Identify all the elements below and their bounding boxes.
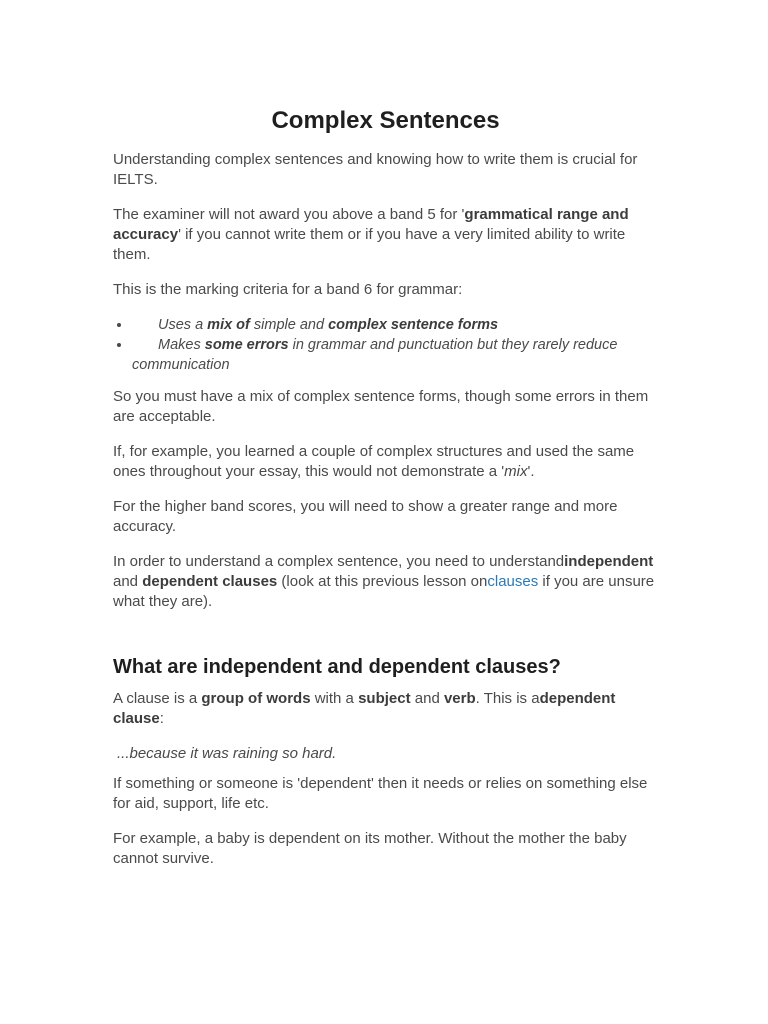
intro-paragraph — [113, 150, 658, 190]
verb-term: verb — [443, 690, 476, 707]
clauses-intro-text: if you are unsure what they are). — [113, 573, 655, 610]
grammatical-range-term: grammatical range and accuracy — [113, 206, 629, 243]
clauses-intro-text: (look at this previous lesson on — [277, 573, 488, 590]
mix-paragraph — [113, 387, 658, 427]
criteria-text: Makes — [158, 337, 205, 353]
clause-definition-text: A clause is a — [113, 690, 202, 707]
mix-term: mix — [504, 463, 528, 480]
baby-example-text: For example, a baby is dependent on its mother. Without the mother the baby cannot survive. — [113, 830, 627, 867]
criteria-emphasis: some errors — [204, 337, 289, 353]
example-structures-text-end: '. — [527, 463, 535, 480]
higher-band-text: For the higher band scores, you will need to show a greater range and more accuracy. — [113, 498, 618, 535]
clause-definition-text: with a — [310, 690, 359, 707]
clause-definition-text: . This is a — [475, 690, 540, 707]
examiner-paragraph — [113, 205, 658, 265]
criteria-item — [132, 315, 658, 335]
examiner-text-end: ' if you cannot write them or if you have a very limited ability to write them. — [113, 226, 626, 263]
criteria-text: Uses a — [158, 317, 208, 333]
criteria-text: in grammar and punctuation but they rarely reduce communication — [132, 337, 618, 373]
clauses-intro-text: In order to understand a complex sentence, you need to understand — [113, 553, 565, 570]
example-structures-paragraph — [113, 442, 658, 482]
clause-definition-text: and — [410, 690, 444, 707]
subject-term: subject — [358, 690, 411, 707]
baby-example-paragraph — [113, 829, 658, 869]
clauses-intro-text: and — [113, 573, 143, 590]
criteria-emphasis: mix of — [207, 317, 250, 333]
page-title: Complex Sentences — [271, 107, 500, 134]
criteria-intro-text: This is the marking criteria for a band 6 for grammar: — [113, 281, 463, 298]
clauses-lesson-link[interactable]: clauses — [487, 573, 539, 590]
section-heading: What are independent and dependent clauses? — [113, 656, 561, 678]
intro-text: Understanding complex sentences and knowing how to write them is crucial for IELTS. — [113, 151, 638, 188]
higher-band-paragraph — [113, 497, 658, 537]
article-body — [113, 106, 658, 884]
criteria-text: simple and — [249, 317, 329, 333]
clause-definition-text: : — [159, 710, 164, 727]
criteria-list — [113, 315, 658, 375]
criteria-item — [132, 335, 658, 375]
dependent-meaning-paragraph — [113, 774, 658, 814]
criteria-emphasis: complex sentence forms — [328, 317, 499, 333]
clause-definition-paragraph — [113, 689, 658, 729]
example-structures-text-start: If, for example, you learned a couple of complex structures and used the same ones throughout your essay, this would not demonstrate a ' — [113, 443, 635, 480]
dependent-clause-term: dependent clause — [113, 690, 616, 727]
criteria-intro-paragraph — [113, 280, 658, 300]
clauses-intro-paragraph — [113, 552, 658, 612]
group-of-words-term: group of words — [201, 690, 311, 707]
example-sentence: ...because it was raining so hard. — [117, 745, 337, 762]
examiner-text-start: The examiner will not award you above a band 5 for ' — [113, 206, 465, 223]
dependent-meaning-text: If something or someone is 'dependent' then it needs or relies on something else for aid, support, life etc. — [113, 775, 648, 812]
dependent-clauses-term: dependent clauses — [142, 573, 278, 590]
independent-term: independent — [564, 553, 654, 570]
mix-text: So you must have a mix of complex sentence forms, though some errors in them are acceptable. — [113, 388, 649, 425]
